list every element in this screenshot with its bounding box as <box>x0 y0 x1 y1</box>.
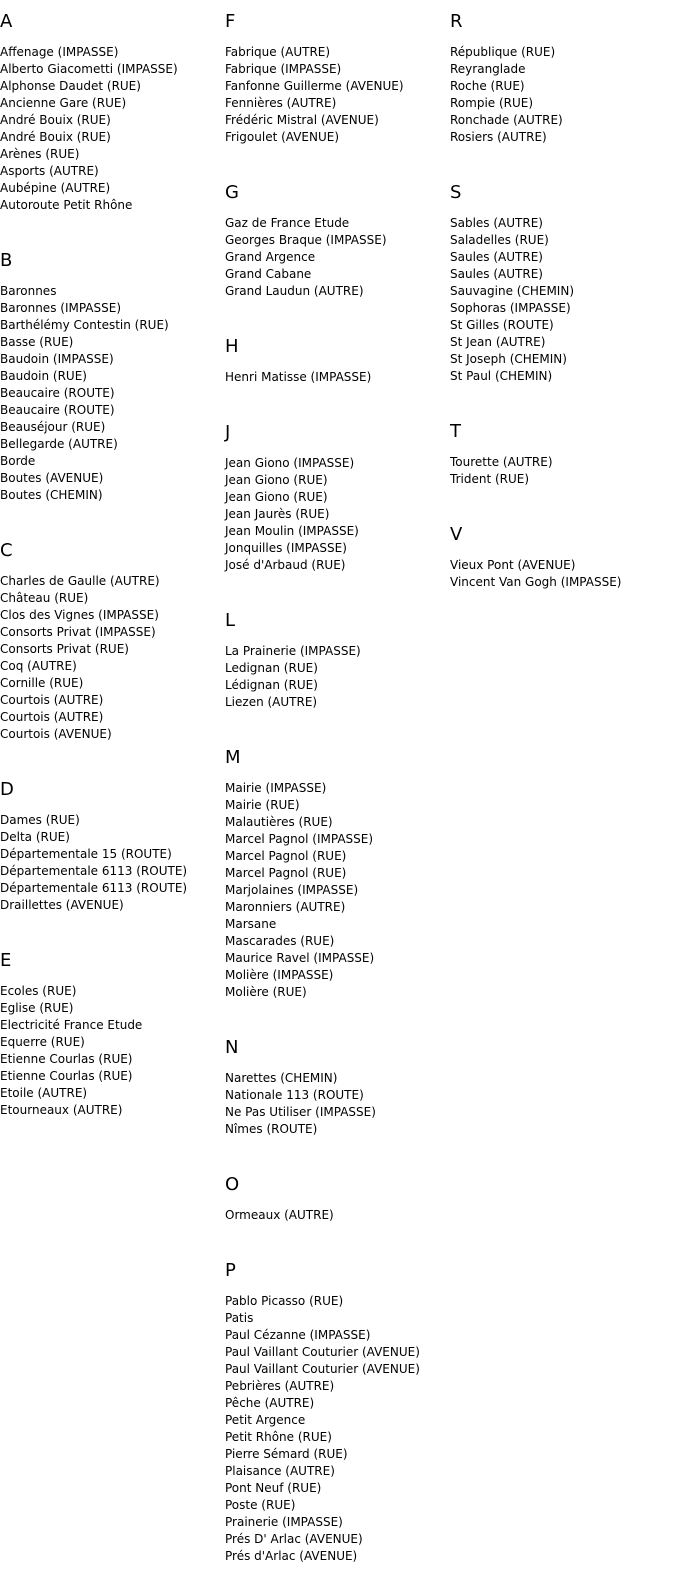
street-link[interactable]: Marcel Pagnol (RUE) <box>225 849 347 863</box>
street-link[interactable]: Mairie (RUE) <box>225 798 300 812</box>
section-spacer <box>450 146 621 171</box>
section-letter-heading: O <box>225 1174 240 1195</box>
street-link[interactable]: Rosiers (AUTRE) <box>450 130 547 144</box>
street-link[interactable]: Fanfonne Guillerme (AVENUE) <box>225 79 404 93</box>
section-letter-heading: R <box>450 11 463 32</box>
section-spacer <box>0 914 187 939</box>
street-link[interactable]: Ledignan (RUE) <box>225 661 318 675</box>
street-link[interactable]: Jean Jaurès (RUE) <box>225 507 330 521</box>
street-link[interactable]: Petit Rhône (RUE) <box>225 1430 332 1444</box>
letter-section <box>225 1249 420 1590</box>
street-link[interactable]: Frédéric Mistral (AVENUE) <box>225 113 379 127</box>
section-spacer <box>0 1119 187 1144</box>
street-index-column <box>225 0 420 1590</box>
street-link[interactable]: Pont Neuf (RUE) <box>225 1481 322 1495</box>
street-link[interactable]: Clos des Vignes (IMPASSE) <box>0 608 159 622</box>
street-link[interactable]: Saules (AUTRE) <box>450 267 543 281</box>
street-link[interactable]: Départementale 15 (ROUTE) <box>0 847 172 861</box>
section-spacer <box>225 1001 420 1026</box>
street-link[interactable]: Eglise (RUE) <box>0 1001 74 1015</box>
street-link[interactable]: Jean Giono (RUE) <box>225 490 328 504</box>
street-link[interactable]: Affenage (IMPASSE) <box>0 45 119 59</box>
street-link[interactable]: Pebrières (AUTRE) <box>225 1379 335 1393</box>
street-list <box>450 454 621 488</box>
street-link[interactable]: Barthélémy Contestin (RUE) <box>0 318 169 332</box>
street-link[interactable]: José d'Arbaud (RUE) <box>225 558 346 572</box>
section-letter-heading: S <box>450 182 462 203</box>
letter-section <box>225 736 420 1026</box>
section-letter-heading: B <box>0 250 13 271</box>
street-link[interactable]: Aubépine (AUTRE) <box>0 181 111 195</box>
street-link[interactable]: Electricité France Etude <box>0 1018 143 1032</box>
street-link[interactable]: Baudoin (IMPASSE) <box>0 352 114 366</box>
street-list <box>0 283 187 504</box>
letter-section <box>0 0 187 239</box>
street-link[interactable]: Roche (RUE) <box>450 79 525 93</box>
letter-section <box>450 410 621 513</box>
street-link[interactable]: Malautières (RUE) <box>225 815 333 829</box>
letter-section <box>225 171 420 325</box>
section-spacer <box>0 743 187 768</box>
street-link[interactable]: Petit Argence <box>225 1413 306 1427</box>
section-spacer <box>225 300 420 325</box>
street-link[interactable]: St Gilles (ROUTE) <box>450 318 554 332</box>
section-letter-heading: M <box>225 747 241 768</box>
street-link[interactable]: Baronnes (IMPASSE) <box>0 301 122 315</box>
street-link[interactable]: Maurice Ravel (IMPASSE) <box>225 951 375 965</box>
street-link[interactable]: Gaz de France Etude <box>225 216 350 230</box>
street-link[interactable]: Borde <box>0 454 36 468</box>
street-link[interactable]: Alphonse Daudet (RUE) <box>0 79 141 93</box>
street-link[interactable]: Tourette (AUTRE) <box>450 455 553 469</box>
street-list <box>450 557 621 591</box>
street-link[interactable]: Marcel Pagnol (IMPASSE) <box>225 832 374 846</box>
street-link[interactable]: Etienne Courlas (RUE) <box>0 1052 133 1066</box>
street-link[interactable]: Sophoras (IMPASSE) <box>450 301 571 315</box>
street-list <box>0 812 187 914</box>
section-letter-heading: F <box>225 11 236 32</box>
section-spacer <box>0 214 187 239</box>
street-link[interactable]: Delta (RUE) <box>0 830 70 844</box>
street-list <box>225 215 420 300</box>
street-link[interactable]: André Bouix (RUE) <box>0 113 111 127</box>
section-spacer <box>225 1224 420 1249</box>
street-link[interactable]: Marjolaines (IMPASSE) <box>225 883 359 897</box>
letter-section <box>225 325 420 411</box>
street-link[interactable]: Grand Cabane <box>225 267 312 281</box>
street-link[interactable]: Jean Giono (RUE) <box>225 473 328 487</box>
street-link[interactable]: Alberto Giacometti (IMPASSE) <box>0 62 178 76</box>
street-link[interactable]: Départementale 6113 (ROUTE) <box>0 864 188 878</box>
street-link[interactable]: Boutes (AVENUE) <box>0 471 104 485</box>
section-letter-heading: L <box>225 610 236 631</box>
street-link[interactable]: Fabrique (IMPASSE) <box>225 62 342 76</box>
street-link[interactable]: Ne Pas Utiliser (IMPASSE) <box>225 1105 376 1119</box>
section-spacer <box>225 386 420 411</box>
street-link[interactable]: Paul Vaillant Couturier (AVENUE) <box>225 1345 420 1359</box>
street-list <box>225 643 420 711</box>
street-list <box>0 44 187 214</box>
street-link[interactable]: Pablo Picasso (RUE) <box>225 1294 344 1308</box>
street-link[interactable]: Paul Cézanne (IMPASSE) <box>225 1328 371 1342</box>
street-link[interactable]: Fennières (AUTRE) <box>225 96 337 110</box>
street-link[interactable]: Ronchade (AUTRE) <box>450 113 563 127</box>
section-letter-heading: V <box>450 524 463 545</box>
section-letter-heading: E <box>0 950 12 971</box>
letter-section <box>225 0 420 171</box>
street-link[interactable]: Baronnes <box>0 284 57 298</box>
letter-section <box>225 599 420 736</box>
street-list <box>225 1293 420 1565</box>
street-link[interactable]: Reyranglade <box>450 62 526 76</box>
section-spacer <box>0 504 187 529</box>
street-link[interactable]: Marcel Pagnol (RUE) <box>225 866 347 880</box>
letter-section <box>0 768 187 939</box>
street-link[interactable]: Château (RUE) <box>0 591 89 605</box>
street-link[interactable]: Mairie (IMPASSE) <box>225 781 327 795</box>
street-link[interactable]: Ormeaux (AUTRE) <box>225 1208 334 1222</box>
street-link[interactable]: Courtois (AVENUE) <box>0 727 112 741</box>
street-link[interactable]: Jean Moulin (IMPASSE) <box>225 524 359 538</box>
street-link[interactable]: Pêche (AUTRE) <box>225 1396 315 1410</box>
street-link[interactable]: Consorts Privat (IMPASSE) <box>0 625 156 639</box>
street-link[interactable]: Patis <box>225 1311 254 1325</box>
street-link[interactable]: Prainerie (IMPASSE) <box>225 1515 343 1529</box>
street-link[interactable]: Liezen (AUTRE) <box>225 695 318 709</box>
street-list <box>225 455 420 574</box>
section-letter-heading: J <box>225 422 231 443</box>
street-list <box>225 369 420 386</box>
street-index-column <box>0 0 187 1144</box>
street-link[interactable]: Nîmes (ROUTE) <box>225 1122 318 1136</box>
street-link[interactable]: Bellegarde (AUTRE) <box>0 437 118 451</box>
street-link[interactable]: La Prainerie (IMPASSE) <box>225 644 361 658</box>
section-letter-heading: A <box>0 11 13 32</box>
letter-section <box>225 411 420 599</box>
street-link[interactable]: Sauvagine (CHEMIN) <box>450 284 575 298</box>
street-link[interactable]: Basse (RUE) <box>0 335 74 349</box>
street-link[interactable]: Poste (RUE) <box>225 1498 296 1512</box>
street-link[interactable]: Henri Matisse (IMPASSE) <box>225 370 372 384</box>
street-link[interactable]: Beauséjour (RUE) <box>0 420 106 434</box>
section-spacer <box>225 1138 420 1163</box>
street-link[interactable]: St Joseph (CHEMIN) <box>450 352 567 366</box>
street-link[interactable]: Trident (RUE) <box>450 472 530 486</box>
street-link[interactable]: Molière (RUE) <box>225 985 307 999</box>
street-link[interactable]: Vincent Van Gogh (IMPASSE) <box>450 575 622 589</box>
street-list <box>450 44 621 146</box>
street-link[interactable]: Grand Laudun (AUTRE) <box>225 284 364 298</box>
street-list <box>450 215 621 385</box>
street-link[interactable]: Ecoles (RUE) <box>0 984 77 998</box>
street-link[interactable]: Baudoin (RUE) <box>0 369 87 383</box>
street-link[interactable]: Consorts Privat (RUE) <box>0 642 129 656</box>
street-link[interactable]: Boutes (CHEMIN) <box>0 488 103 502</box>
street-link[interactable]: Narettes (CHEMIN) <box>225 1071 338 1085</box>
street-link[interactable]: Nationale 113 (ROUTE) <box>225 1088 364 1102</box>
street-list <box>225 1070 420 1138</box>
letter-section <box>225 1163 420 1249</box>
letter-section <box>0 239 187 529</box>
street-link[interactable]: Equerre (RUE) <box>0 1035 85 1049</box>
street-link[interactable]: Départementale 6113 (ROUTE) <box>0 881 188 895</box>
street-list <box>0 573 187 743</box>
street-list <box>225 780 420 1001</box>
section-spacer <box>450 488 621 513</box>
street-link[interactable]: Etienne Courlas (RUE) <box>0 1069 133 1083</box>
street-link[interactable]: République (RUE) <box>450 45 556 59</box>
street-link[interactable]: Frigoulet (AVENUE) <box>225 130 340 144</box>
street-link[interactable]: Ancienne Gare (RUE) <box>0 96 127 110</box>
street-link[interactable]: Cornille (RUE) <box>0 676 84 690</box>
letter-section <box>450 513 621 616</box>
street-link[interactable]: Beaucaire (ROUTE) <box>0 403 115 417</box>
street-link[interactable]: Fabrique (AUTRE) <box>225 45 331 59</box>
street-link[interactable]: Saladelles (RUE) <box>450 233 549 247</box>
street-link[interactable]: Paul Vaillant Couturier (AVENUE) <box>225 1362 420 1376</box>
section-spacer <box>225 574 420 599</box>
street-link[interactable]: Etourneaux (AUTRE) <box>0 1103 123 1117</box>
section-spacer <box>225 711 420 736</box>
street-link[interactable]: Beaucaire (ROUTE) <box>0 386 115 400</box>
street-link[interactable]: Saules (AUTRE) <box>450 250 543 264</box>
street-link[interactable]: André Bouix (RUE) <box>0 130 111 144</box>
street-link[interactable]: Sables (AUTRE) <box>450 216 543 230</box>
street-link[interactable]: Marsane <box>225 917 277 931</box>
street-link[interactable]: Maronniers (AUTRE) <box>225 900 346 914</box>
street-link[interactable]: Prés d'Arlac (AVENUE) <box>225 1549 358 1563</box>
street-link[interactable]: Autoroute Petit Rhône <box>0 198 133 212</box>
street-link[interactable]: Courtois (AUTRE) <box>0 693 104 707</box>
street-link[interactable]: Pierre Sémard (RUE) <box>225 1447 348 1461</box>
street-link[interactable]: Rompie (RUE) <box>450 96 534 110</box>
street-link[interactable]: Molière (IMPASSE) <box>225 968 334 982</box>
street-link[interactable]: Courtois (AUTRE) <box>0 710 104 724</box>
street-link[interactable]: St Jean (AUTRE) <box>450 335 546 349</box>
street-link[interactable]: Prés D' Arlac (AVENUE) <box>225 1532 363 1546</box>
street-list <box>225 44 420 146</box>
section-spacer <box>225 146 420 171</box>
street-link[interactable]: Jean Giono (IMPASSE) <box>225 456 355 470</box>
section-spacer <box>450 385 621 410</box>
street-link[interactable]: Arènes (RUE) <box>0 147 80 161</box>
section-letter-heading: N <box>225 1037 239 1058</box>
street-link[interactable]: Etoile (AUTRE) <box>0 1086 88 1100</box>
street-list <box>225 1207 420 1224</box>
section-letter-heading: T <box>450 421 461 442</box>
section-letter-heading: P <box>225 1260 236 1281</box>
letter-section <box>0 939 187 1144</box>
section-letter-heading: G <box>225 182 239 203</box>
street-link[interactable]: Georges Braque (IMPASSE) <box>225 233 387 247</box>
letter-section <box>0 529 187 768</box>
street-link[interactable]: Plaisance (AUTRE) <box>225 1464 335 1478</box>
street-link[interactable]: Coq (AUTRE) <box>0 659 77 673</box>
street-link[interactable]: Vieux Pont (AVENUE) <box>450 558 576 572</box>
letter-section <box>225 1026 420 1163</box>
street-link[interactable]: Grand Argence <box>225 250 316 264</box>
letter-section <box>450 171 621 410</box>
street-link[interactable]: Draillettes (AVENUE) <box>0 898 124 912</box>
street-link[interactable]: Lédignan (RUE) <box>225 678 318 692</box>
street-link[interactable]: Charles de Gaulle (AUTRE) <box>0 574 160 588</box>
letter-section <box>450 0 621 171</box>
section-letter-heading: C <box>0 540 13 561</box>
street-link[interactable]: St Paul (CHEMIN) <box>450 369 553 383</box>
section-letter-heading: D <box>0 779 14 800</box>
section-spacer <box>450 591 621 616</box>
section-letter-heading: H <box>225 336 239 357</box>
section-spacer <box>225 1565 420 1590</box>
street-link[interactable]: Dames (RUE) <box>0 813 80 827</box>
street-link[interactable]: Asports (AUTRE) <box>0 164 99 178</box>
street-link[interactable]: Jonquilles (IMPASSE) <box>225 541 347 555</box>
street-link[interactable]: Mascarades (RUE) <box>225 934 335 948</box>
street-index-column <box>450 0 621 616</box>
street-list <box>0 983 187 1119</box>
